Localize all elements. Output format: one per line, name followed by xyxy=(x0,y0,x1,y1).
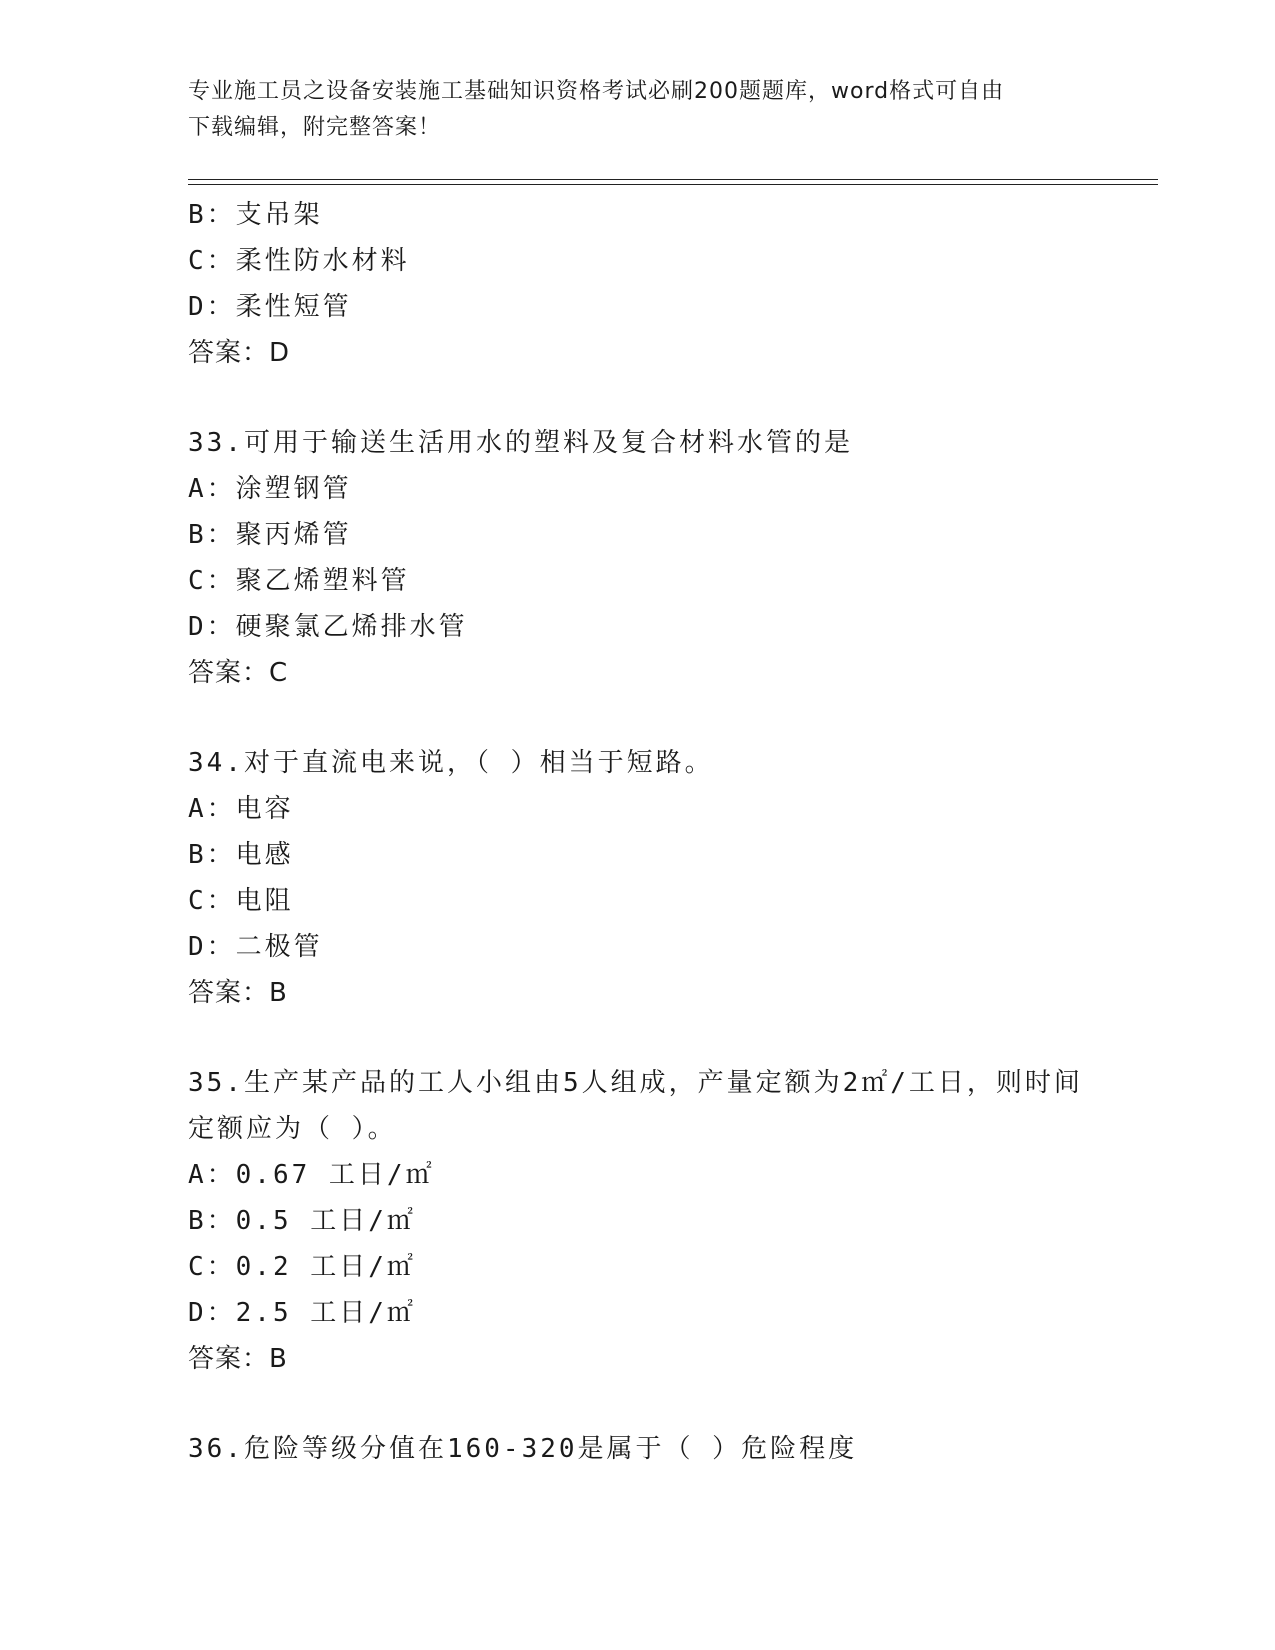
question-stem: 36.危险等级分值在160-320是属于（ ）危险程度 xyxy=(188,1434,858,1464)
continued-question xyxy=(188,192,1108,376)
question-stem: 34.对于直流电来说，（ ）相当于短路。 xyxy=(188,748,714,778)
question-stem-line-2: 定额应为（ ）。 xyxy=(188,1114,397,1144)
header-line-1: 专业施工员之设备安装施工基础知识资格考试必刷200题题库，word格式可自由 xyxy=(188,79,1005,104)
answer: 答案：D xyxy=(188,338,291,368)
option-b: B：0.5 工日/㎡ xyxy=(188,1206,416,1236)
option-d: D：2.5 工日/㎡ xyxy=(188,1298,416,1328)
option-a: A：0.67 工日/㎡ xyxy=(188,1160,435,1190)
option-d: D：柔性短管 xyxy=(188,292,352,322)
document-header xyxy=(188,74,1068,146)
question-list xyxy=(188,192,1108,1472)
answer: 答案：B xyxy=(188,978,288,1008)
option-b: B：支吊架 xyxy=(188,200,323,230)
question-36 xyxy=(188,1426,1108,1472)
option-d: D：硬聚氯乙烯排水管 xyxy=(188,612,468,642)
question-stem: 33.可用于输送生活用水的塑料及复合材料水管的是 xyxy=(188,428,853,458)
answer: 答案：B xyxy=(188,1344,288,1374)
question-34 xyxy=(188,740,1108,1016)
header-divider-bottom xyxy=(188,184,1158,185)
question-stem-line-1: 35.生产某产品的工人小组由5人组成，产量定额为2㎡/工日，则时间 xyxy=(188,1068,1083,1098)
option-c: C：柔性防水材料 xyxy=(188,246,410,276)
option-a: A：电容 xyxy=(188,794,294,824)
option-d: D：二极管 xyxy=(188,932,323,962)
question-35 xyxy=(188,1060,1108,1382)
question-33 xyxy=(188,420,1108,696)
option-c: C：电阻 xyxy=(188,886,294,916)
header-line-2: 下载编辑，附完整答案！ xyxy=(188,115,442,140)
option-c: C：0.2 工日/㎡ xyxy=(188,1252,416,1282)
option-a: A：涂塑钢管 xyxy=(188,474,352,504)
header-divider-top xyxy=(188,179,1158,180)
option-b: B：聚丙烯管 xyxy=(188,520,352,550)
option-c: C：聚乙烯塑料管 xyxy=(188,566,410,596)
answer: 答案：C xyxy=(188,658,289,688)
option-b: B：电感 xyxy=(188,840,294,870)
